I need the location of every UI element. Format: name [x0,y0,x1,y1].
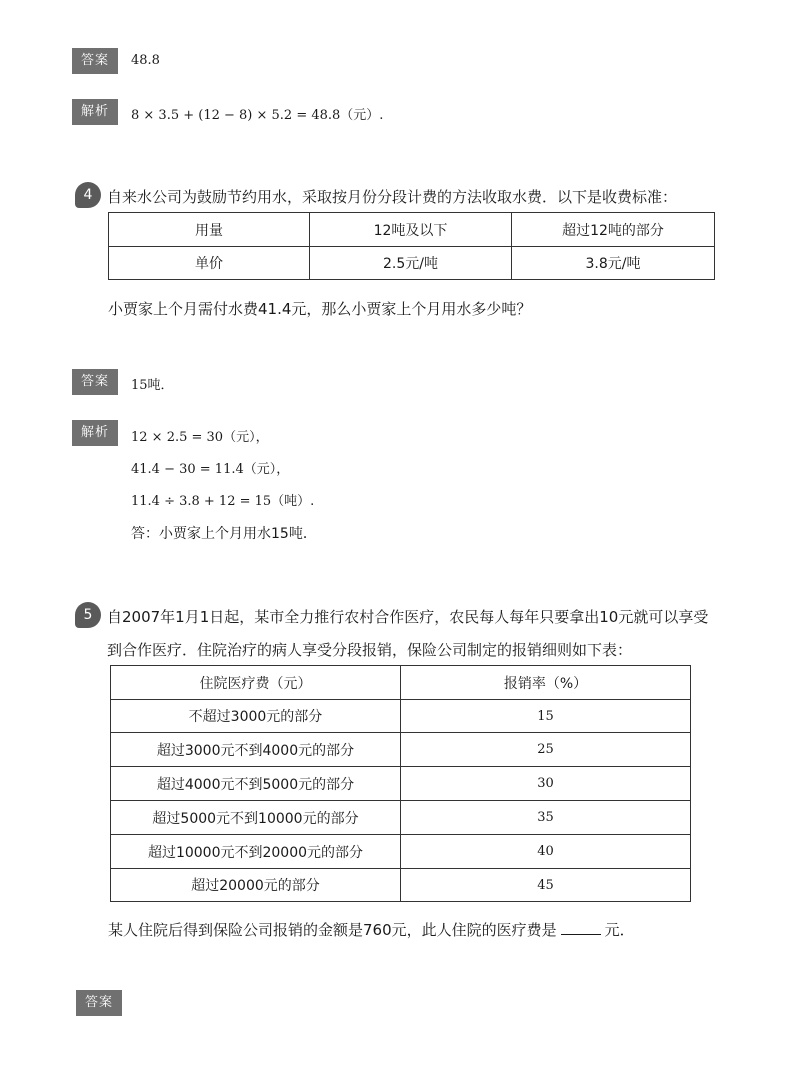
q5-question-unit: 元． [604,921,635,939]
table-cell: 15 [401,700,691,733]
q4-analysis-line: 12 × 2.5 = 30（元）， [131,430,269,445]
q3-answer: 48.8 [131,53,160,68]
answer-blank [561,933,601,935]
q4-answer: 15吨． [131,378,174,393]
answer-tag: 答案 [72,369,118,395]
q5-question-text: 某人住院后得到保险公司报销的金额是760元，此人住院的医疗费是 [108,921,557,939]
table-cell: 40 [401,835,691,869]
table-cell: 45 [401,869,691,902]
q5-stem-line1: 自2007年1月1日起，某市全力推行农村合作医疗，农民每人每年只要拿出10元就可以享受 [107,608,709,626]
q4-conclusion: 答：小贾家上个月用水15吨． [131,526,317,542]
table-cell: 25 [401,733,691,767]
table-header-cell: 报销率（%） [401,666,691,700]
q4-analysis-line: 11.4 ÷ 3.8 + 12 = 15（吨）. [131,494,315,509]
q4-price-table [108,212,715,280]
table-cell: 超过3000元不到4000元的部分 [111,733,401,767]
table-header-cell: 用量 [109,213,310,247]
table-cell: 2.5元/吨 [310,247,512,280]
analysis-tag: 解析 [72,99,118,125]
table-header-cell: 住院医疗费（元） [111,666,401,700]
table-header-cell: 超过12吨的部分 [512,213,715,247]
analysis-tag: 解析 [72,420,118,446]
table-cell: 30 [401,767,691,801]
table-cell: 超过20000元的部分 [111,869,401,902]
table-cell: 超过4000元不到5000元的部分 [111,767,401,801]
table-cell: 35 [401,801,691,835]
table-header-cell: 12吨及以下 [310,213,512,247]
table-cell: 3.8元/吨 [512,247,715,280]
answer-tag: 答案 [76,990,122,1016]
question-number-badge: 4 [75,182,101,208]
q5-question [108,919,635,940]
table-cell: 不超过3000元的部分 [111,700,401,733]
q5-stem-line2: 到合作医疗．住院治疗的病人享受分段报销，保险公司制定的报销细则如下表： [107,641,633,659]
q4-question: 小贾家上个月需付水费41.4元，那么小贾家上个月用水多少吨？ [108,300,532,318]
table-cell: 超过10000元不到20000元的部分 [111,835,401,869]
answer-tag: 答案 [72,48,118,74]
q4-stem: 自来水公司为鼓励节约用水，采取按月份分段计费的方法收取水费．以下是收费标准： [107,188,678,206]
q3-analysis: 8 × 3.5 + (12 − 8) × 5.2 = 48.8（元）. [131,108,384,123]
q4-analysis-line: 41.4 − 30 = 11.4（元）， [131,462,290,477]
table-cell: 单价 [109,247,310,280]
q5-reimbursement-table [110,665,691,902]
table-cell: 超过5000元不到10000元的部分 [111,801,401,835]
question-number-badge: 5 [75,602,101,628]
